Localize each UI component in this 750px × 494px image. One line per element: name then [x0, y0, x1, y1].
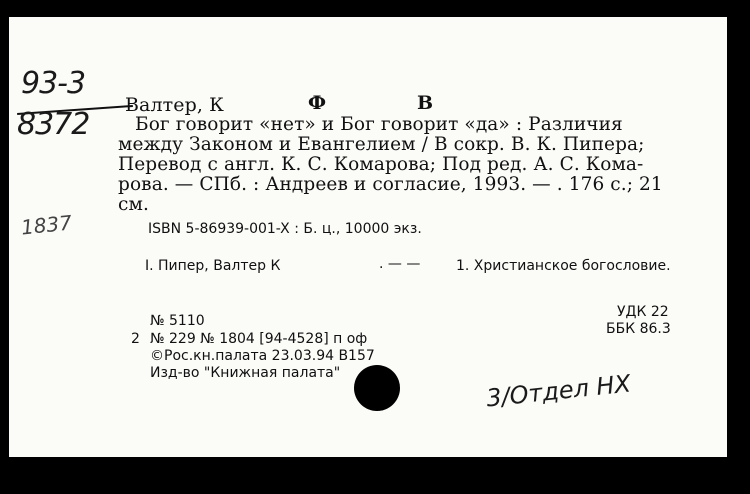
shelfmark-bottom: 8372 — [17, 107, 90, 142]
record-line-4: Изд-во "Книжная палата" — [150, 365, 341, 381]
description-line-1: Бог говорит «нет» и Бог говорит «да» : Различия — [135, 114, 623, 135]
bbk-code: ББК 86.3 — [606, 321, 671, 337]
punch-hole — [354, 365, 400, 411]
record-line-2: № 229 № 1804 [94-4528] п оф — [150, 331, 368, 347]
description-line-2: между Законом и Евангелием / В сокр. В. К. Пипера; — [118, 134, 645, 155]
record-prefix: 2 — [131, 331, 140, 347]
mark-v: В — [417, 92, 434, 114]
mark-f: Ф — [308, 92, 327, 114]
handwritten-department-note: 3/Отдел НХ — [484, 369, 633, 413]
record-number: № 5110 — [150, 313, 205, 329]
author-heading: Валтер, К — [125, 94, 224, 116]
udk-code: УДК 22 — [617, 304, 669, 320]
shelfmark-top: 93-3 — [21, 66, 86, 101]
description-line-3: Перевод с англ. К. С. Комарова; Под ред. А. С. Кома- — [118, 154, 644, 175]
handwritten-left-mark: 1837 — [19, 210, 74, 240]
description-line-5: см. — [118, 194, 149, 215]
tracing-dashes: . — — — [379, 256, 421, 272]
tracing-author: I. Пипер, Валтер К — [145, 258, 281, 274]
record-line-3: ©Рос.кн.палата 23.03.94 В157 — [150, 348, 375, 364]
catalog-card — [9, 17, 727, 457]
tracing-subject: 1. Христианское богословие. — [456, 258, 671, 274]
isbn-line: ISBN 5-86939-001-X : Б. ц., 10000 экз. — [148, 221, 422, 237]
description-line-4: рова. — СПб. : Андреев и согласие, 1993. — . 176 с.; 21 — [118, 174, 663, 195]
